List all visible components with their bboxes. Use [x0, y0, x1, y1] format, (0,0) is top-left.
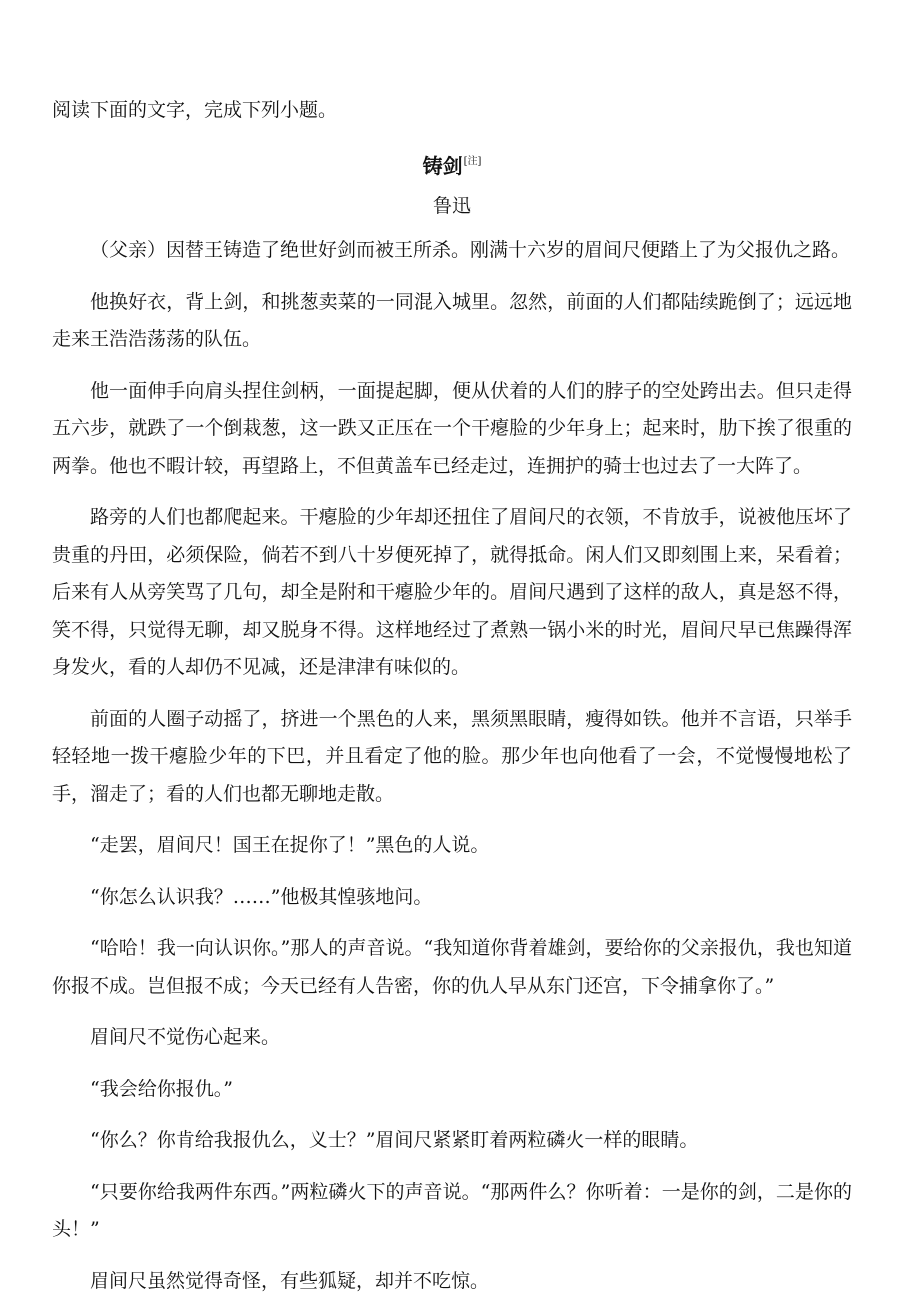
paragraph-5: 前面的人圈子动摇了，挤进一个黑色的人来，黑须黑眼睛，瘦得如铁。他并不言语，只举手轻轻地一拨干瘪脸少年的下巴，并且看定了他的脸。那少年也向他看了一会，不觉慢慢地松了手，溜走了；看的人们也都无聊地走散。	[52, 707, 852, 805]
story-body	[52, 232, 852, 1300]
paragraph-10: “我会给你报仇。”	[90, 1077, 233, 1100]
paragraph-3: 他一面伸手向肩头捏住剑柄，一面提起脚，便从伏着的人们的脖子的空处跨出去。但只走得五六步，就跌了一个倒栽葱，这一跌又正压在一个干瘪脸的少年身上；起来时，肋下挨了很重的两拳。他也不暇计较，再望路上，不但黄盖车已经走过，连拥护的骑士也过去了一大阵了。	[52, 379, 852, 477]
title-footnote-mark: [注]	[463, 156, 482, 167]
paragraph-9: 眉间尺不觉伤心起来。	[90, 1026, 281, 1048]
paragraph-11: “你么？你肯给我报仇么，义士？”眉间尺紧紧盯着两粒磷火一样的眼睛。	[90, 1129, 699, 1151]
paragraph-2: 他换好衣，背上剑，和挑葱卖菜的一同混入城里。忽然，前面的人们都陆续跪倒了；远远地走来王浩浩荡荡的队伍。	[52, 290, 852, 350]
paragraph-8: “哈哈！我一向认识你。”那人的声音说。“我知道你背着雄剑，要给你的父亲报仇，我也知道你报不成。岂但报不成；今天已经有人告密，你的仇人早从东门还宫，下令捕拿你了。”	[52, 937, 852, 997]
story-title: 铸剑	[422, 154, 463, 178]
author-name: 鲁迅	[432, 195, 471, 217]
paragraph-6: “走罢，眉间尺！国王在捉你了！”黑色的人说。	[90, 834, 490, 856]
paragraph-1: （父亲）因替王铸造了绝世好剑而被王所杀。刚满十六岁的眉间尺便踏上了为父报仇之路。	[90, 239, 851, 261]
paragraph-7: “你怎么认识我？……”他极其惶骇地问。	[90, 885, 433, 908]
document-page	[52, 92, 852, 1314]
paragraph-12: “只要你给我两件东西。”两粒磷火下的声音说。“那两件么？你听着：一是你的剑，二是你的头！”	[52, 1180, 852, 1240]
paragraph-4: 路旁的人们也都爬起来。干瘪脸的少年却还扭住了眉间尺的衣领，不肯放手，说被他压坏了贵重的丹田，必须保险，倘若不到八十岁便死掉了，就得抵命。闲人们又即刻围上来，呆看着；后来有人从旁笑骂了几句，却全是附和干瘪脸少年的。眉间尺遇到了这样的敌人，真是怒不得，笑不得，只觉得无聊，却又脱身不得。这样地经过了煮熟一锅小米的时光，眉间尺早已焦躁得浑身发火，看的人却仍不见减，还是津津有味似的。	[52, 506, 852, 678]
title-line	[52, 147, 852, 182]
instruction-text: 阅读下面的文字，完成下列小题。	[52, 99, 338, 121]
paragraph-13: 眉间尺虽然觉得奇怪，有些狐疑，却并不吃惊。	[90, 1269, 490, 1292]
